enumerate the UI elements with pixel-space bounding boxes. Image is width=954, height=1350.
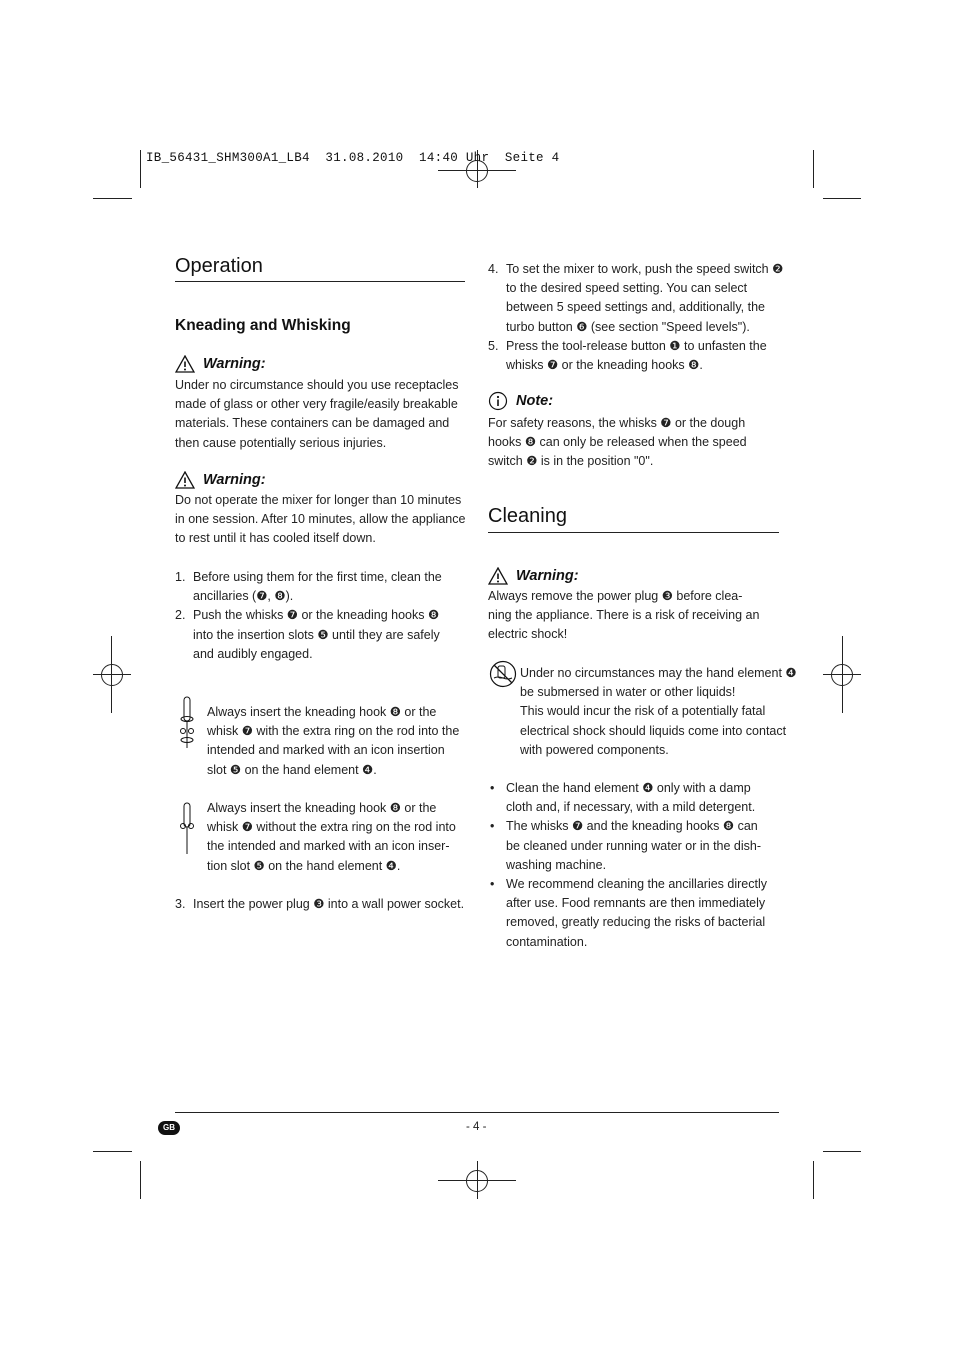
text-line: hooks ❽ can only be released when the speed (488, 435, 747, 450)
note-insert-with-ring (207, 703, 459, 780)
text-line: to rest until it has cooled itself down. (175, 531, 376, 546)
text-line: materials. These containers can be damaged and (175, 416, 450, 431)
text-line: Always insert the kneading hook ❽ or the (207, 705, 437, 719)
list-item (175, 568, 465, 606)
text-line: ancillaries (❼, ❽). (193, 589, 294, 604)
text-line: To set the mixer to work, push the speed switch ❷ (506, 262, 784, 276)
crop-mark (813, 150, 814, 188)
warning-title-cleaning (488, 567, 579, 585)
text-line: ning the appliance. There is a risk of receiving an (488, 608, 760, 623)
text-line: For safety reasons, the whisks ❼ or the dough (488, 416, 746, 430)
text-line: then cause potentially serious injuries. (175, 435, 387, 450)
text-line: the intended and marked with an icon inser- (207, 839, 450, 854)
crop-mark (823, 1151, 861, 1152)
heading-rule (175, 281, 465, 282)
crop-mark (823, 198, 861, 199)
hook-with-ring-icon (179, 696, 195, 750)
warning-icon (175, 355, 195, 373)
registration-mark (101, 664, 123, 686)
text-line: tion slot ❺ on the hand element ❹. (207, 858, 401, 873)
bullet-icon: • (490, 781, 495, 795)
text-line: Push the whisks ❼ or the kneading hooks ❽ (193, 608, 440, 623)
list-item (175, 606, 465, 664)
hook-without-ring-icon (179, 802, 195, 856)
print-slug: IB_56431_SHM300A1_LB4 31.08.2010 14:40 Uhr Seite 4 (146, 151, 560, 165)
note-text (488, 414, 747, 472)
section-heading-operation: Operation (175, 255, 263, 277)
crop-mark (140, 1161, 141, 1199)
text-line: Insert the power plug ❸ into a wall power socket. (193, 897, 465, 911)
text-line: Do not operate the mixer for longer than 10 minutes (175, 493, 462, 507)
bullet-icon: • (490, 877, 495, 892)
text-line: This would incur the risk of a potentially fatal (520, 704, 766, 719)
warning-title-1 (175, 355, 266, 373)
note-insert-without-ring (207, 799, 456, 876)
step-number: 5. (488, 338, 499, 353)
warning-text-cleaning (488, 587, 759, 645)
text-line: washing machine. (506, 857, 607, 872)
list-item (488, 779, 780, 817)
step-number: 2. (175, 608, 186, 623)
registration-line (842, 636, 843, 713)
text-line: Always insert the kneading hook ❽ or the (207, 801, 437, 815)
note-label: Note: (516, 393, 554, 409)
footer-rule (175, 1112, 779, 1113)
language-badge: GB (158, 1121, 180, 1135)
warning-label: Warning: (516, 568, 579, 584)
page-number: - 4 - (466, 1121, 487, 1133)
text-line: Always remove the power plug ❸ before clea- (488, 589, 743, 603)
warning-title-2 (175, 471, 266, 489)
step-number: 1. (175, 570, 186, 584)
text-line: with powered components. (520, 742, 669, 757)
text-line: between 5 speed settings and, additionally, the (506, 300, 765, 315)
list-item (488, 260, 784, 337)
text-line: whisk ❼ without the extra ring on the rod into (207, 820, 456, 835)
text-line: We recommend cleaning the ancillaries directly (506, 877, 767, 892)
text-line: turbo button ❻ (see section "Speed levels"). (506, 319, 750, 334)
crop-mark (93, 198, 132, 199)
text-line: electrical shock should liquids come into contact (520, 723, 787, 738)
text-line: whisks ❼ or the kneading hooks ❽. (506, 358, 703, 373)
text-line: Clean the hand element ❹ only with a damp (506, 781, 751, 795)
text-line: after use. Food remnants are then immediately (506, 896, 766, 911)
steps-list-left-2 (175, 895, 465, 914)
crop-mark (813, 1161, 814, 1199)
list-item (488, 337, 780, 375)
warning-text-1 (175, 376, 458, 453)
text-line: made of glass or other very fragile/easily breakable (175, 397, 458, 412)
immersion-warning-text (520, 664, 797, 760)
text-line: Under no circumstances may the hand element ❹ (520, 666, 797, 680)
section-heading-cleaning: Cleaning (488, 505, 567, 527)
text-line: in one session. After 10 minutes, allow the appliance (175, 512, 466, 527)
text-line: The whisks ❼ and the kneading hooks ❽ can (506, 819, 758, 834)
text-line: intended and marked with an icon insertion (207, 743, 445, 758)
crop-mark (140, 150, 141, 188)
text-line: switch ❷ is in the position "0". (488, 454, 654, 469)
steps-list-left (175, 568, 465, 664)
warning-icon (175, 471, 195, 489)
note-title (488, 391, 553, 411)
text-line: be submersed in water or other liquids! (520, 685, 736, 700)
step-number: 3. (175, 897, 186, 911)
warning-label: Warning: (203, 472, 266, 488)
registration-line (111, 636, 112, 713)
warning-text-2 (175, 491, 465, 549)
text-line: electric shock! (488, 627, 568, 642)
cleaning-bullets (488, 779, 780, 952)
subheading-kneading: Kneading and Whisking (175, 317, 351, 334)
text-line: Before using them for the first time, clean the (193, 570, 442, 584)
text-line: be cleaned under running water or in the dish- (506, 838, 762, 853)
list-item (488, 817, 780, 875)
text-line: cloth and, if necessary, with a mild detergent. (506, 800, 756, 815)
text-line: whisk ❼ with the extra ring on the rod into the (207, 724, 460, 739)
list-item (488, 875, 780, 952)
text-line: to the desired speed setting. You can select (506, 281, 748, 296)
registration-line (477, 1161, 478, 1199)
text-line: Under no circumstance should you use receptacles (175, 378, 459, 392)
crop-mark (93, 1151, 132, 1152)
text-line: contamination. (506, 934, 588, 949)
text-line: Press the tool-release button ❶ to unfasten the (506, 338, 767, 353)
warning-label: Warning: (203, 356, 266, 372)
warning-icon (488, 567, 508, 585)
step-number: 4. (488, 262, 499, 276)
steps-list-right (488, 260, 784, 375)
no-immersion-icon (489, 660, 517, 688)
text-line: removed, greatly reducing the risks of bacterial (506, 915, 766, 930)
list-item (175, 895, 465, 914)
text-line: and audibly engaged. (193, 646, 313, 661)
heading-rule (488, 532, 779, 533)
bullet-icon: • (490, 819, 495, 834)
info-icon (488, 391, 508, 411)
registration-line (93, 674, 131, 675)
text-line: into the insertion slots ❺ until they are safely (193, 627, 440, 642)
text-line: slot ❺ on the hand element ❹. (207, 762, 377, 777)
